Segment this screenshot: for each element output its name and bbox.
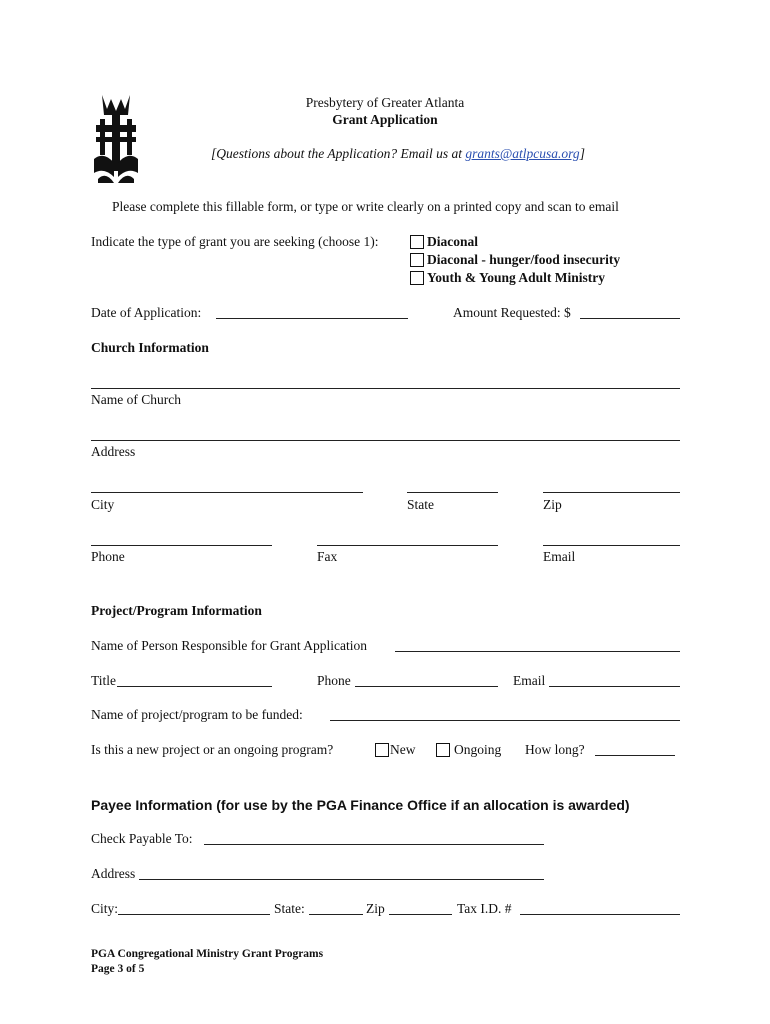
how-long-field[interactable]: [595, 755, 675, 756]
how-long-label: How long?: [525, 742, 585, 757]
amount-field[interactable]: [580, 318, 680, 319]
instructions-text: Please complete this fillable form, or type or write clearly on a printed copy and scan to email: [112, 199, 619, 214]
project-title-label: Title: [91, 673, 117, 688]
payee-zip-label: Zip: [366, 901, 385, 916]
project-phone-label: Phone: [317, 673, 351, 688]
date-field[interactable]: [216, 318, 408, 319]
grant-option-diaconal-label: Diaconal: [427, 234, 479, 249]
program-name-label: Name of project/program to be funded:: [91, 707, 303, 722]
project-email-field[interactable]: [549, 686, 680, 687]
church-name-label: Name of Church: [91, 392, 181, 407]
footer-program-name: PGA Congregational Ministry Grant Programs: [91, 948, 324, 960]
presbyterian-seal-logo: [92, 93, 140, 185]
church-phone-label: Phone: [91, 549, 125, 564]
grant-option-youth-checkbox[interactable]: [410, 271, 424, 285]
program-name-field[interactable]: [330, 720, 680, 721]
org-name: Presbytery of Greater Atlanta: [305, 95, 465, 110]
payee-address-field[interactable]: [139, 879, 544, 880]
grant-option-hunger-label: Diaconal - hunger/food insecurity: [427, 252, 621, 267]
church-zip-field[interactable]: [543, 492, 680, 493]
payee-state-field[interactable]: [309, 914, 363, 915]
grant-type-prompt: Indicate the type of grant you are seeking (choose 1):: [91, 234, 379, 249]
church-zip-label: Zip: [543, 497, 562, 512]
payee-tax-id-label: Tax I.D. #: [457, 901, 512, 916]
page-title: Grant Application: [332, 112, 438, 127]
check-payable-label: Check Payable To:: [91, 831, 193, 846]
church-city-field[interactable]: [91, 492, 363, 493]
payee-state-label: State:: [274, 901, 305, 916]
new-project-checkbox[interactable]: [375, 743, 389, 757]
church-email-label: Email: [543, 549, 576, 564]
grant-option-hunger-checkbox[interactable]: [410, 253, 424, 267]
church-email-field[interactable]: [543, 545, 680, 546]
questions-text: [Questions about the Application? Email us at: [211, 146, 466, 161]
responsible-person-label: Name of Person Responsible for Grant Application: [91, 638, 367, 653]
church-address-label: Address: [91, 444, 136, 459]
ongoing-program-label: Ongoing: [454, 742, 502, 757]
new-project-label: New: [390, 742, 416, 757]
ongoing-program-checkbox[interactable]: [436, 743, 450, 757]
grant-option-diaconal-checkbox[interactable]: [410, 235, 424, 249]
payee-section-heading: Payee Information (for use by the PGA Finance Office if an allocation is awarded): [91, 797, 630, 813]
amount-label: Amount Requested: $: [453, 305, 571, 320]
church-city-label: City: [91, 497, 115, 512]
project-section-heading: Project/Program Information: [91, 603, 262, 618]
project-phone-field[interactable]: [355, 686, 498, 687]
payee-address-label: Address: [91, 866, 136, 881]
responsible-person-field[interactable]: [395, 651, 680, 652]
check-payable-field[interactable]: [204, 844, 544, 845]
church-state-label: State: [407, 497, 434, 512]
church-address-field[interactable]: [91, 440, 680, 441]
project-title-field[interactable]: [117, 686, 272, 687]
project-email-label: Email: [513, 673, 546, 688]
church-name-field[interactable]: [91, 388, 680, 389]
questions-close: ]: [579, 146, 585, 161]
payee-city-label: City:: [91, 901, 119, 916]
questions-note: [211, 146, 585, 162]
payee-tax-id-field[interactable]: [520, 914, 680, 915]
church-fax-label: Fax: [317, 549, 338, 564]
church-section-heading: Church Information: [91, 340, 209, 355]
church-phone-field[interactable]: [91, 545, 272, 546]
payee-zip-field[interactable]: [389, 914, 452, 915]
church-state-field[interactable]: [407, 492, 498, 493]
contact-email-link[interactable]: grants@atlpcusa.org: [465, 146, 580, 161]
new-ongoing-question: Is this a new project or an ongoing program?: [91, 742, 334, 757]
payee-city-field[interactable]: [118, 914, 270, 915]
date-label: Date of Application:: [91, 305, 202, 320]
footer-page-number: Page 3 of 5: [91, 963, 145, 975]
church-fax-field[interactable]: [317, 545, 498, 546]
grant-option-youth-label: Youth & Young Adult Ministry: [427, 270, 606, 285]
